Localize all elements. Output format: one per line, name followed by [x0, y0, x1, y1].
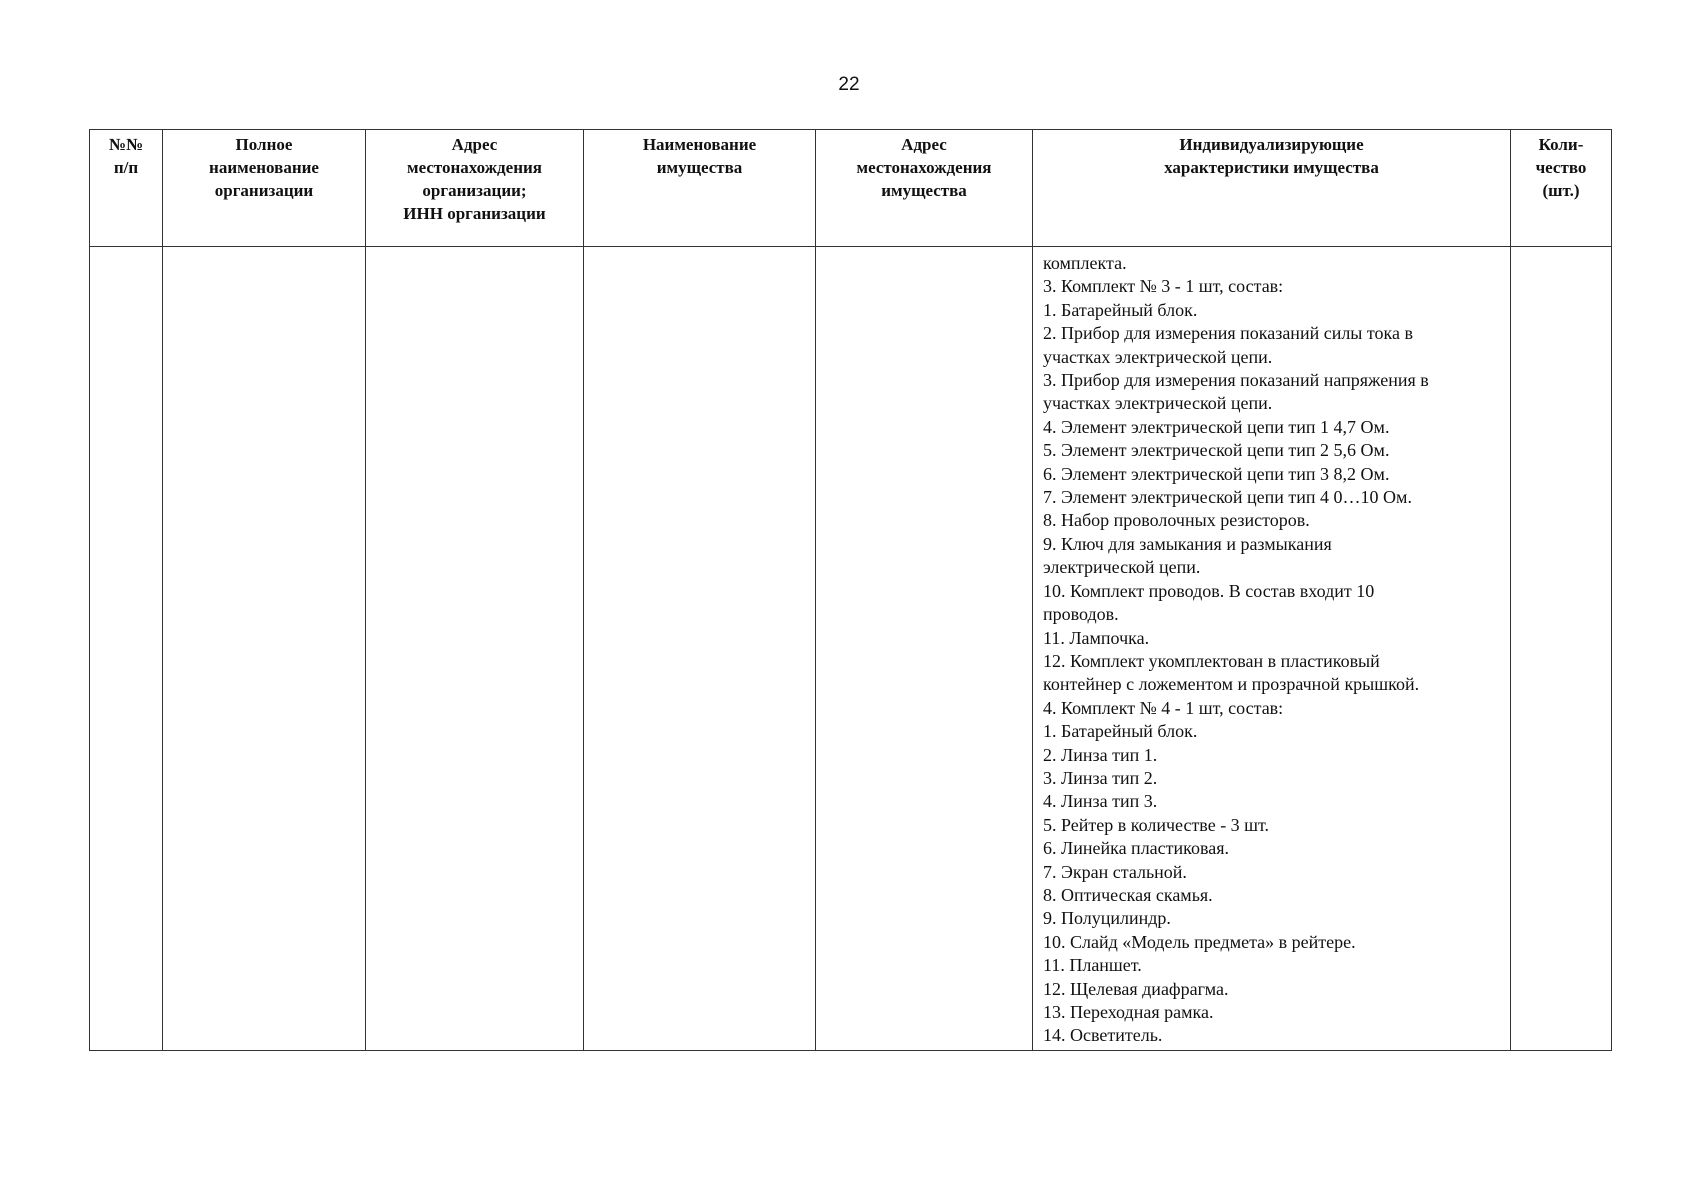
header-number-line-1: №№ — [108, 135, 144, 154]
header-property-name — [584, 130, 816, 247]
header-org-address — [366, 130, 584, 247]
cell-property-name — [584, 247, 816, 1051]
characteristics-line: 1. Батарейный блок. — [1043, 299, 1198, 320]
characteristics-line: 1. Батарейный блок. — [1043, 721, 1198, 742]
header-characteristics-line-1: Индивидуализирующие — [1179, 135, 1364, 154]
characteristics-line: 14. Осветитель. — [1043, 1025, 1163, 1046]
header-quantity-line-1: Коли- — [1538, 135, 1584, 154]
characteristics-line: 8. Оптическая скамья. — [1043, 884, 1213, 905]
header-property-address-line-1: Адрес — [901, 135, 947, 154]
characteristics-line: 3. Прибор для измерения показаний напряжения в — [1043, 370, 1429, 391]
cell-property-address — [816, 247, 1033, 1051]
header-characteristics-line-2: характеристики имущества — [1164, 158, 1379, 177]
header-property-address — [816, 130, 1033, 247]
characteristics-line: 12. Щелевая диафрагма. — [1043, 978, 1229, 999]
characteristics-line: 4. Комплект № 4 - 1 шт, состав: — [1043, 697, 1284, 718]
cell-org-name — [163, 247, 366, 1051]
characteristics-line: 10. Слайд «Модель предмета» в рейтере. — [1043, 931, 1356, 952]
header-org-address-line-1: Адрес — [451, 135, 498, 154]
header-quantity — [1511, 130, 1612, 247]
characteristics-line: 4. Линза тип 3. — [1043, 791, 1158, 812]
characteristics-line: 6. Линейка пластиковая. — [1043, 838, 1230, 859]
header-property-name-line-1: Наименование — [642, 135, 757, 154]
characteristics-line: 12. Комплект укомплектован в пластиковый — [1043, 650, 1380, 671]
header-org-name — [163, 130, 366, 247]
characteristics-line: 3. Линза тип 2. — [1043, 767, 1158, 788]
characteristics-line: 9. Ключ для замыкания и размыкания — [1043, 533, 1332, 554]
cell-quantity — [1511, 247, 1612, 1051]
header-property-name-line-2: имущества — [656, 158, 743, 177]
characteristics-line: 2. Прибор для измерения показаний силы тока в — [1043, 323, 1413, 344]
header-property-address-line-2: местонахождения — [856, 158, 992, 177]
characteristics-line: 5. Элемент электрической цепи тип 2 5,6 Ом. — [1043, 440, 1390, 461]
characteristics-line: 5. Рейтер в количестве - 3 шт. — [1043, 814, 1270, 835]
header-quantity-line-3: (шт.) — [1542, 181, 1580, 200]
header-org-address-line-2: местонахождения — [407, 158, 542, 177]
header-number — [90, 130, 163, 247]
characteristics-line: 4. Элемент электрической цепи тип 1 4,7 Ом. — [1043, 416, 1390, 437]
characteristics-line: проводов. — [1043, 604, 1119, 625]
characteristics-line: контейнер с ложементом и прозрачной крышкой. — [1043, 674, 1420, 695]
header-characteristics — [1033, 130, 1511, 247]
header-quantity-line-2: чество — [1535, 158, 1587, 177]
characteristics-line: участках электрической цепи. — [1043, 346, 1273, 367]
characteristics-line: 7. Элемент электрической цепи тип 4 0…10 Ом. — [1043, 487, 1412, 508]
cell-characteristics — [1033, 247, 1511, 1051]
page-number: 22 — [838, 74, 860, 95]
header-org-name-line-2: наименование — [209, 158, 319, 177]
table-header-row — [90, 130, 1612, 247]
characteristics-line: комплекта. — [1043, 253, 1127, 273]
characteristics-line: 8. Набор проволочных резисторов. — [1043, 510, 1310, 531]
characteristics-line: 6. Элемент электрической цепи тип 3 8,2 Ом. — [1043, 463, 1390, 484]
header-org-name-line-1: Полное — [235, 135, 293, 154]
characteristics-line: 11. Планшет. — [1043, 955, 1142, 976]
characteristics-line: 2. Линза тип 1. — [1043, 744, 1158, 765]
characteristics-line: 3. Комплект № 3 - 1 шт, состав: — [1043, 276, 1284, 297]
header-org-address-line-3: организации; — [422, 181, 527, 200]
characteristics-line: 7. Экран стальной. — [1043, 861, 1187, 882]
characteristics-line: электрической цепи. — [1043, 557, 1201, 578]
header-org-name-line-3: организации — [214, 181, 314, 200]
header-org-address-line-4: ИНН организации — [403, 204, 546, 223]
characteristics-line: 11. Лампочка. — [1043, 627, 1150, 648]
header-property-address-line-3: имущества — [881, 181, 967, 200]
property-registry-table — [89, 129, 1612, 1051]
characteristics-line: 10. Комплект проводов. В состав входит 10 — [1043, 580, 1375, 601]
cell-org-address — [366, 247, 584, 1051]
characteristics-line: участках электрической цепи. — [1043, 393, 1273, 414]
characteristics-line: 13. Переходная рамка. — [1043, 1002, 1214, 1022]
cell-number — [90, 247, 163, 1051]
table-row — [90, 247, 1612, 1051]
characteristics-line: 9. Полуцилиндр. — [1043, 908, 1171, 929]
header-number-line-2: п/п — [113, 158, 139, 177]
